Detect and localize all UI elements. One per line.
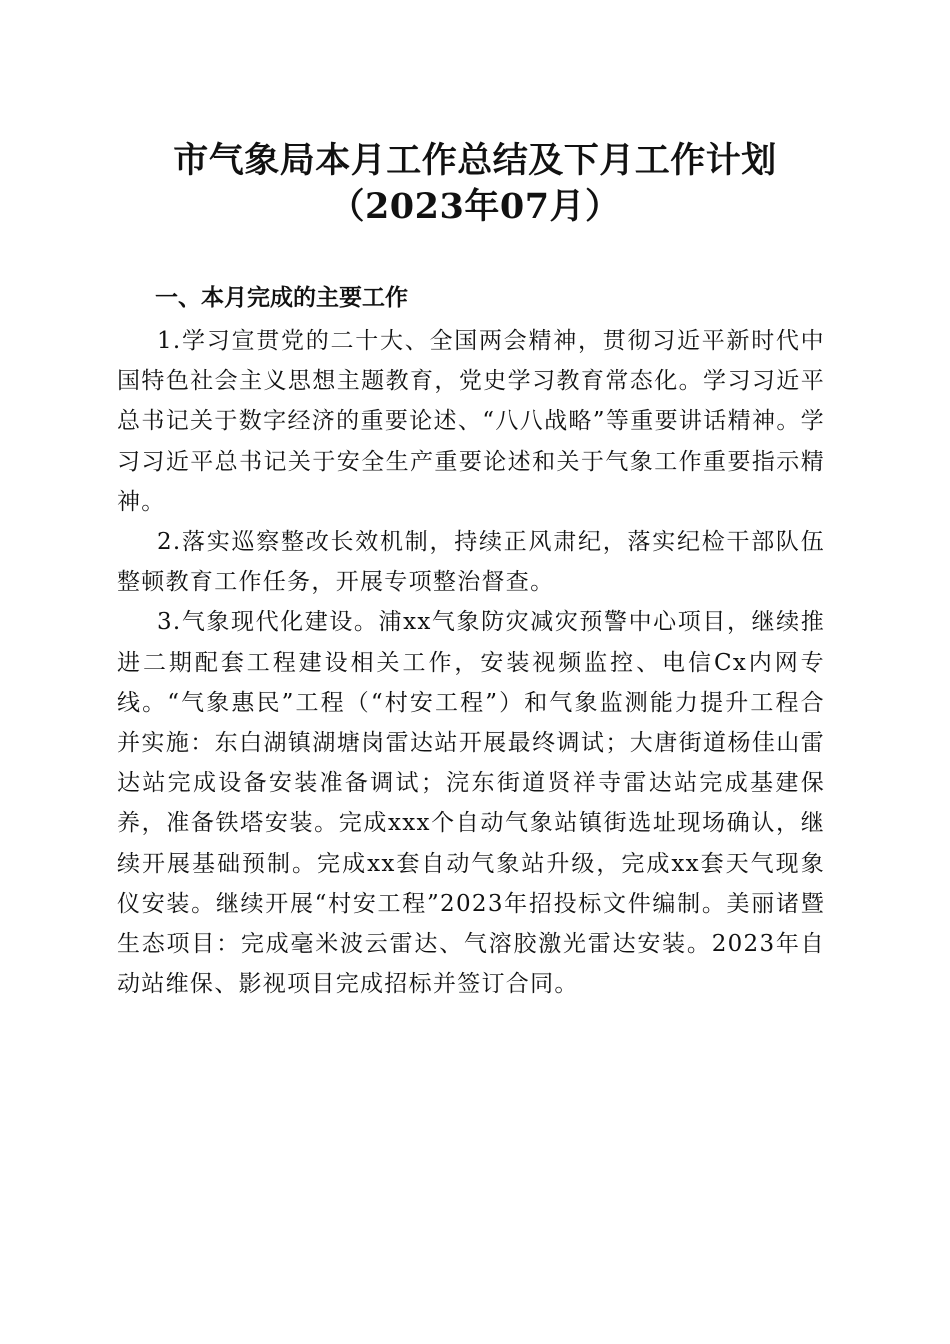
section-heading: 一、本月完成的主要工作 <box>155 285 408 311</box>
paragraph-2: 2.落实巡察整改长效机制，持续正风肃纪，落实纪检干部队伍整顿教育工作任务，开展专项整治督查。 <box>117 529 825 596</box>
paragraph-1: 1.学习宣贯党的二十大、全国两会精神，贯彻习近平新时代中国特色社会主义思想主题教育，党史学习教育常态化。学习习近平总书记关于数字经济的重要论述、“八八战略”等重要讲话精神。学习习近平总书记关于安全生产重要论述和关于气象工作重要指示精神。 <box>117 328 825 515</box>
paragraph-3: 3.气象现代化建设。浦xx气象防灾减灾预警中心项目，继续推进二期配套工程建设相关工作，安装视频监控、电信Cx内网专线。“气象惠民”工程（“村安工程”）和气象监测能力提升工程合并实施：东白湖镇湖塘岗雷达站开展最终调试；大唐街道杨佳山雷达站完成设备安装准备调试；浣东街道贤祥寺雷达站完成基建保养，准备铁塔安装。完成xxx个自动气象站镇街选址现场确认，继续开展基础预制。完成xx套自动气象站升级，完成xx套天气现象仪安装。继续开展“村安工程”2023年招投标文件编制。美丽诸暨生态项目：完成毫米波云雷达、气溶胶激光雷达安装。2023年自动站维保、影视项目完成招标并签订合同。 <box>117 609 825 998</box>
section-body <box>117 321 825 1004</box>
document-title: 市气象局本月工作总结及下月工作计划（2023年07月） <box>173 140 777 227</box>
